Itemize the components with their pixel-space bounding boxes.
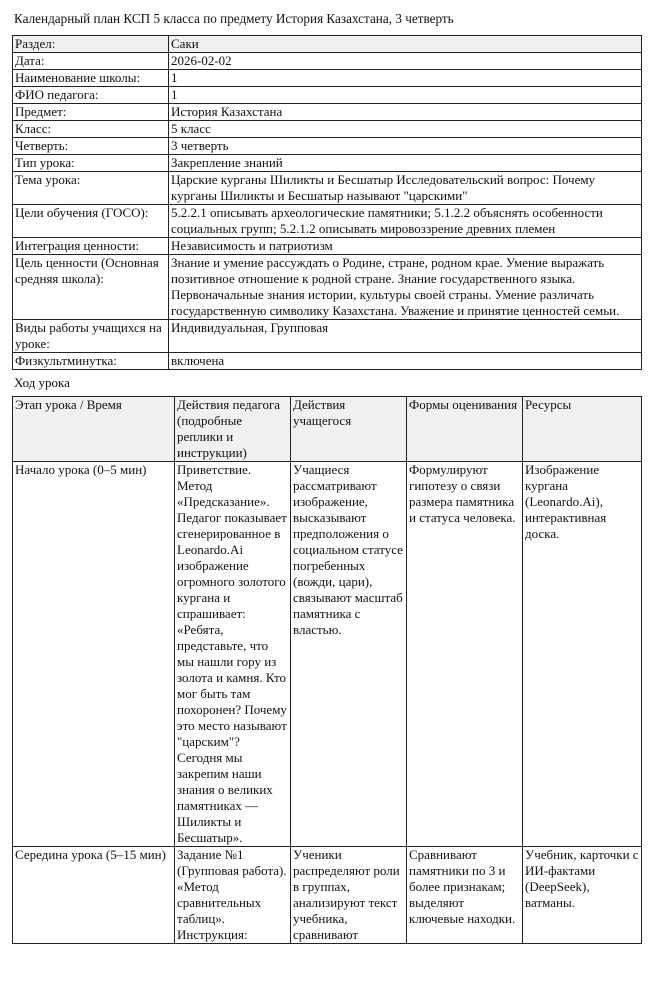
plan-cell-assessment: Формулируют гипотезу о связи размера памятника и статуса человека. (407, 462, 523, 847)
meta-value: Закрепление знаний (169, 155, 642, 172)
meta-key: Физкультминутка: (13, 353, 169, 370)
meta-key: Четверть: (13, 138, 169, 155)
page-bottom-edge (0, 974, 651, 985)
plan-header-cell: Этап урока / Время (13, 397, 175, 462)
meta-value: Индивидуальная, Групповая (169, 320, 642, 353)
plan-cell-assessment: Сравнивают памятники по 3 и более признакам; выделяют ключевые находки. (407, 847, 523, 944)
lesson-plan-table (12, 396, 642, 944)
document-title: Календарный план КСП 5 класса по предмету История Казахстана, 3 четверть (14, 11, 454, 26)
meta-value: Саки (169, 36, 642, 53)
plan-header-cell: Ресурсы (523, 397, 642, 462)
meta-value: 3 четверть (169, 138, 642, 155)
plan-cell-stage: Середина урока (5–15 мин) (13, 847, 175, 944)
meta-row (13, 104, 642, 121)
meta-value: Знание и умение рассуждать о Родине, стране, родном крае. Умение выражать позитивное отношение к родной стране. Знание государственного языка. Первоначальные знания истории, культуры своей страны. Умение различать государственную символику Казахстана. Уважение и принятие ценностей семьи. (169, 255, 642, 320)
meta-value: включена (169, 353, 642, 370)
meta-key: Цель ценности (Основная средняя школа): (13, 255, 169, 320)
meta-row (13, 255, 642, 320)
meta-value: 5.2.2.1 описывать археологические памятники; 5.1.2.2 объяснять особенности социальных групп; 5.2.1.2 описывать мировоззрение древних племен (169, 205, 642, 238)
lesson-meta-table (12, 35, 642, 370)
meta-row (13, 121, 642, 138)
plan-cell-student: Ученики распределяют роли в группах, анализируют текст учебника, сравнивают (291, 847, 407, 944)
plan-cell-student: Учащиеся рассматривают изображение, высказывают предположения о социальном статусе погребенных (вожди, цари), связывают масштаб памятника с властью. (291, 462, 407, 847)
meta-row (13, 70, 642, 87)
meta-key: Предмет: (13, 104, 169, 121)
plan-row (13, 462, 642, 847)
meta-row (13, 205, 642, 238)
plan-row (13, 847, 642, 944)
meta-key: Интеграция ценности: (13, 238, 169, 255)
meta-value: Царские курганы Шиликты и Бесшатыр Исследовательский вопрос: Почему курганы Шиликты и Бесшатыр называют "царскими" (169, 172, 642, 205)
meta-key: Наименование школы: (13, 70, 169, 87)
plan-header-cell: Действия педагога (подробные реплики и инструкции) (175, 397, 291, 462)
meta-value: 5 класс (169, 121, 642, 138)
plan-cell-resources: Учебник, карточки с ИИ-фактами (DeepSeek), ватманы. (523, 847, 642, 944)
plan-cell-resources: Изображение кургана (Leonardo.Ai), интерактивная доска. (523, 462, 642, 847)
meta-row (13, 353, 642, 370)
meta-key: Дата: (13, 53, 169, 70)
plan-header-row (13, 397, 642, 462)
meta-value: Независимость и патриотизм (169, 238, 642, 255)
meta-value: 1 (169, 87, 642, 104)
meta-value: История Казахстана (169, 104, 642, 121)
meta-value: 2026-02-02 (169, 53, 642, 70)
meta-key: Виды работы учащихся на уроке: (13, 320, 169, 353)
meta-value: 1 (169, 70, 642, 87)
meta-row (13, 87, 642, 104)
plan-header-cell: Действия учащегося (291, 397, 407, 462)
lesson-flow-label: Ход урока (14, 375, 70, 390)
meta-row (13, 238, 642, 255)
plan-header-cell: Формы оценивания (407, 397, 523, 462)
meta-row (13, 172, 642, 205)
meta-row (13, 53, 642, 70)
plan-cell-teacher: Приветствие. Метод «Предсказание». Педагог показывает сгенерированное в Leonardo.Ai изображение огромного золотого кургана и спрашивает: «Ребята, представьте, что мы нашли гору из золота и камня. Кто мог быть там похоронен? Почему это место называют "царским"? Сегодня мы закрепим наши знания о великих памятниках — Шиликты и Бесшатыр». (175, 462, 291, 847)
meta-key: Раздел: (13, 36, 169, 53)
plan-cell-stage: Начало урока (0–5 мин) (13, 462, 175, 847)
meta-row (13, 320, 642, 353)
meta-row (13, 155, 642, 172)
meta-key: Класс: (13, 121, 169, 138)
meta-key: Цели обучения (ГОСО): (13, 205, 169, 238)
meta-row (13, 36, 642, 53)
meta-key: Тема урока: (13, 172, 169, 205)
plan-cell-teacher: Задание №1 (Групповая работа). «Метод сравнительных таблиц». Инструкция: (175, 847, 291, 944)
meta-row (13, 138, 642, 155)
meta-key: Тип урока: (13, 155, 169, 172)
meta-key: ФИО педагога: (13, 87, 169, 104)
